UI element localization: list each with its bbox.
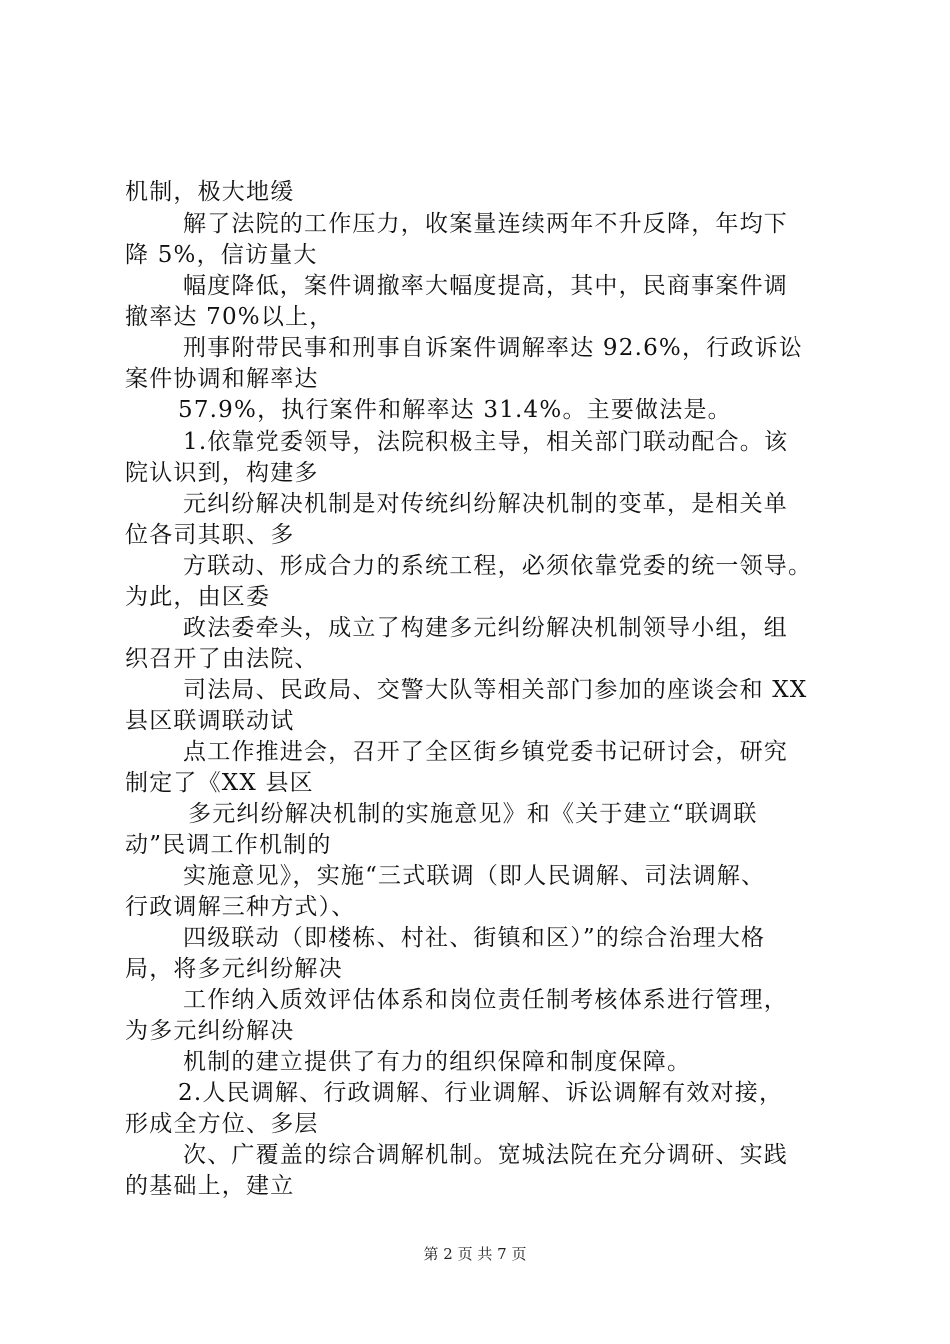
text-line: 动”民调工作机制的 — [125, 832, 332, 858]
text-line: 行政调解三种方式）、 — [125, 894, 356, 920]
text-line: 政法委牵头，成立了构建多元纠纷解决机制领导小组，组 — [183, 615, 788, 641]
text-line: 刑事附带民事和刑事自诉案件调解率达 92.6%，行政诉讼 — [183, 335, 803, 361]
text-line: 为此，由区委 — [125, 584, 271, 610]
text-line: 局，将多元纠纷解决 — [125, 956, 343, 982]
text-line: 制定了《XX 县区 — [125, 770, 314, 796]
text-line: 1.依靠党委领导，法院积极主导，相关部门联动配合。该 — [183, 429, 789, 455]
text-line: 多元纠纷解决机制的实施意见》和《关于建立“联调联 — [188, 801, 758, 827]
text-line: 降 5%，信访量大 — [125, 242, 318, 268]
text-line: 形成全方位、多层 — [125, 1111, 319, 1137]
page-number-footer: 第 2 页 共 7 页 — [423, 1245, 527, 1263]
text-line: 司法局、民政局、交警大队等相关部门参加的座谈会和 XX — [183, 677, 808, 703]
text-line: 方联动、形成合力的系统工程，必须依靠党委的统一领导。 — [183, 553, 813, 579]
text-line: 院认识到，构建多 — [125, 460, 319, 486]
text-line: 点工作推进会，召开了全区街乡镇党委书记研讨会，研究 — [183, 739, 788, 765]
text-line: 幅度降低，案件调撤率大幅度提高，其中，民商事案件调 — [183, 273, 788, 299]
text-line: 次、广覆盖的综合调解机制。宽城法院在充分调研、实践 — [183, 1142, 788, 1168]
text-line: 为多元纠纷解决 — [125, 1018, 295, 1044]
text-line: 位各司其职、多 — [125, 522, 295, 548]
text-line: 实施意见》，实施“三式联调（即人民调解、司法调解、 — [183, 863, 766, 889]
text-line: 57.9%，执行案件和解率达 31.4%。主要做法是。 — [178, 397, 732, 423]
text-line: 四级联动（即楼栋、村社、街镇和区）”的综合治理大格 — [183, 925, 766, 951]
text-line: 机制的建立提供了有力的组织保障和制度保障。 — [183, 1049, 692, 1075]
text-line: 解了法院的工作压力，收案量连续两年不升反降，年均下 — [183, 211, 788, 237]
text-line: 撤率达 70%以上， — [125, 304, 334, 330]
text-line: 2.人民调解、行政调解、行业调解、诉讼调解有效对接， — [178, 1080, 784, 1106]
text-line: 元纠纷解决机制是对传统纠纷解决机制的变革，是相关单 — [183, 491, 788, 517]
text-line: 工作纳入质效评估体系和岗位责任制考核体系进行管理， — [183, 987, 788, 1013]
text-line: 织召开了由法院、 — [125, 646, 319, 672]
text-line: 机制，极大地缓 — [125, 179, 295, 205]
text-line: 案件协调和解率达 — [125, 366, 319, 392]
text-line: 的基础上，建立 — [125, 1173, 295, 1199]
text-line: 县区联调联动试 — [125, 708, 295, 734]
